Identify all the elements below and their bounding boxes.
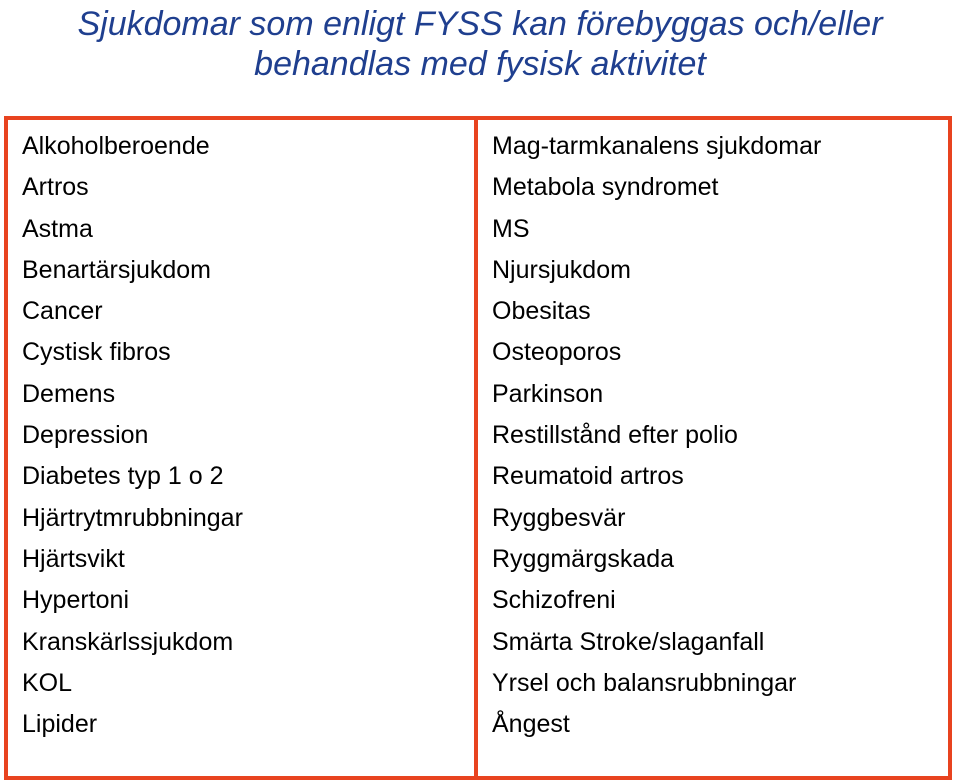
list-item: MS <box>492 214 530 243</box>
list-item: Artros <box>22 173 89 202</box>
list-item: Restillstånd efter polio <box>492 421 738 450</box>
list-item: Ångest <box>492 710 570 739</box>
list-item: Hjärtrytmrubbningar <box>22 503 243 532</box>
list-item: Metabola syndromet <box>492 173 719 202</box>
list-item: Kranskärlssjukdom <box>22 627 234 656</box>
list-item: Depression <box>22 421 149 450</box>
title-line-1: Sjukdomar som enligt FYSS kan förebyggas och/eller <box>77 5 883 43</box>
list-item: Diabetes typ 1 o 2 <box>22 462 224 491</box>
list-item: Parkinson <box>492 379 604 408</box>
list-item: Astma <box>22 214 93 243</box>
left-column <box>8 120 474 776</box>
list-item: Njursjukdom <box>492 255 631 284</box>
right-column <box>478 120 948 776</box>
list-item: Schizofreni <box>492 586 616 615</box>
list-item: Hjärtsvikt <box>22 544 125 573</box>
disease-table <box>4 116 952 780</box>
page-title <box>0 4 960 84</box>
list-item: Smärta Stroke/slaganfall <box>492 627 765 656</box>
list-item: Osteoporos <box>492 338 622 367</box>
list-item: Cystisk fibros <box>22 338 171 367</box>
list-item: Reumatoid artros <box>492 462 684 491</box>
list-item: Demens <box>22 379 116 408</box>
list-item: Yrsel och balansrubbningar <box>492 668 797 697</box>
list-item: Ryggbesvär <box>492 503 626 532</box>
list-item: Obesitas <box>492 297 591 326</box>
list-item: Hypertoni <box>22 586 129 615</box>
list-item: Mag-tarmkanalens sjukdomar <box>492 132 822 160</box>
list-item: KOL <box>22 668 73 697</box>
list-item: Cancer <box>22 297 103 326</box>
title-line-2: behandlas med fysisk aktivitet <box>254 45 706 83</box>
list-item: Lipider <box>22 710 98 739</box>
list-item: Alkoholberoende <box>22 132 210 160</box>
list-item: Benartärsjukdom <box>22 255 211 284</box>
list-item: Ryggmärgskada <box>492 544 675 573</box>
